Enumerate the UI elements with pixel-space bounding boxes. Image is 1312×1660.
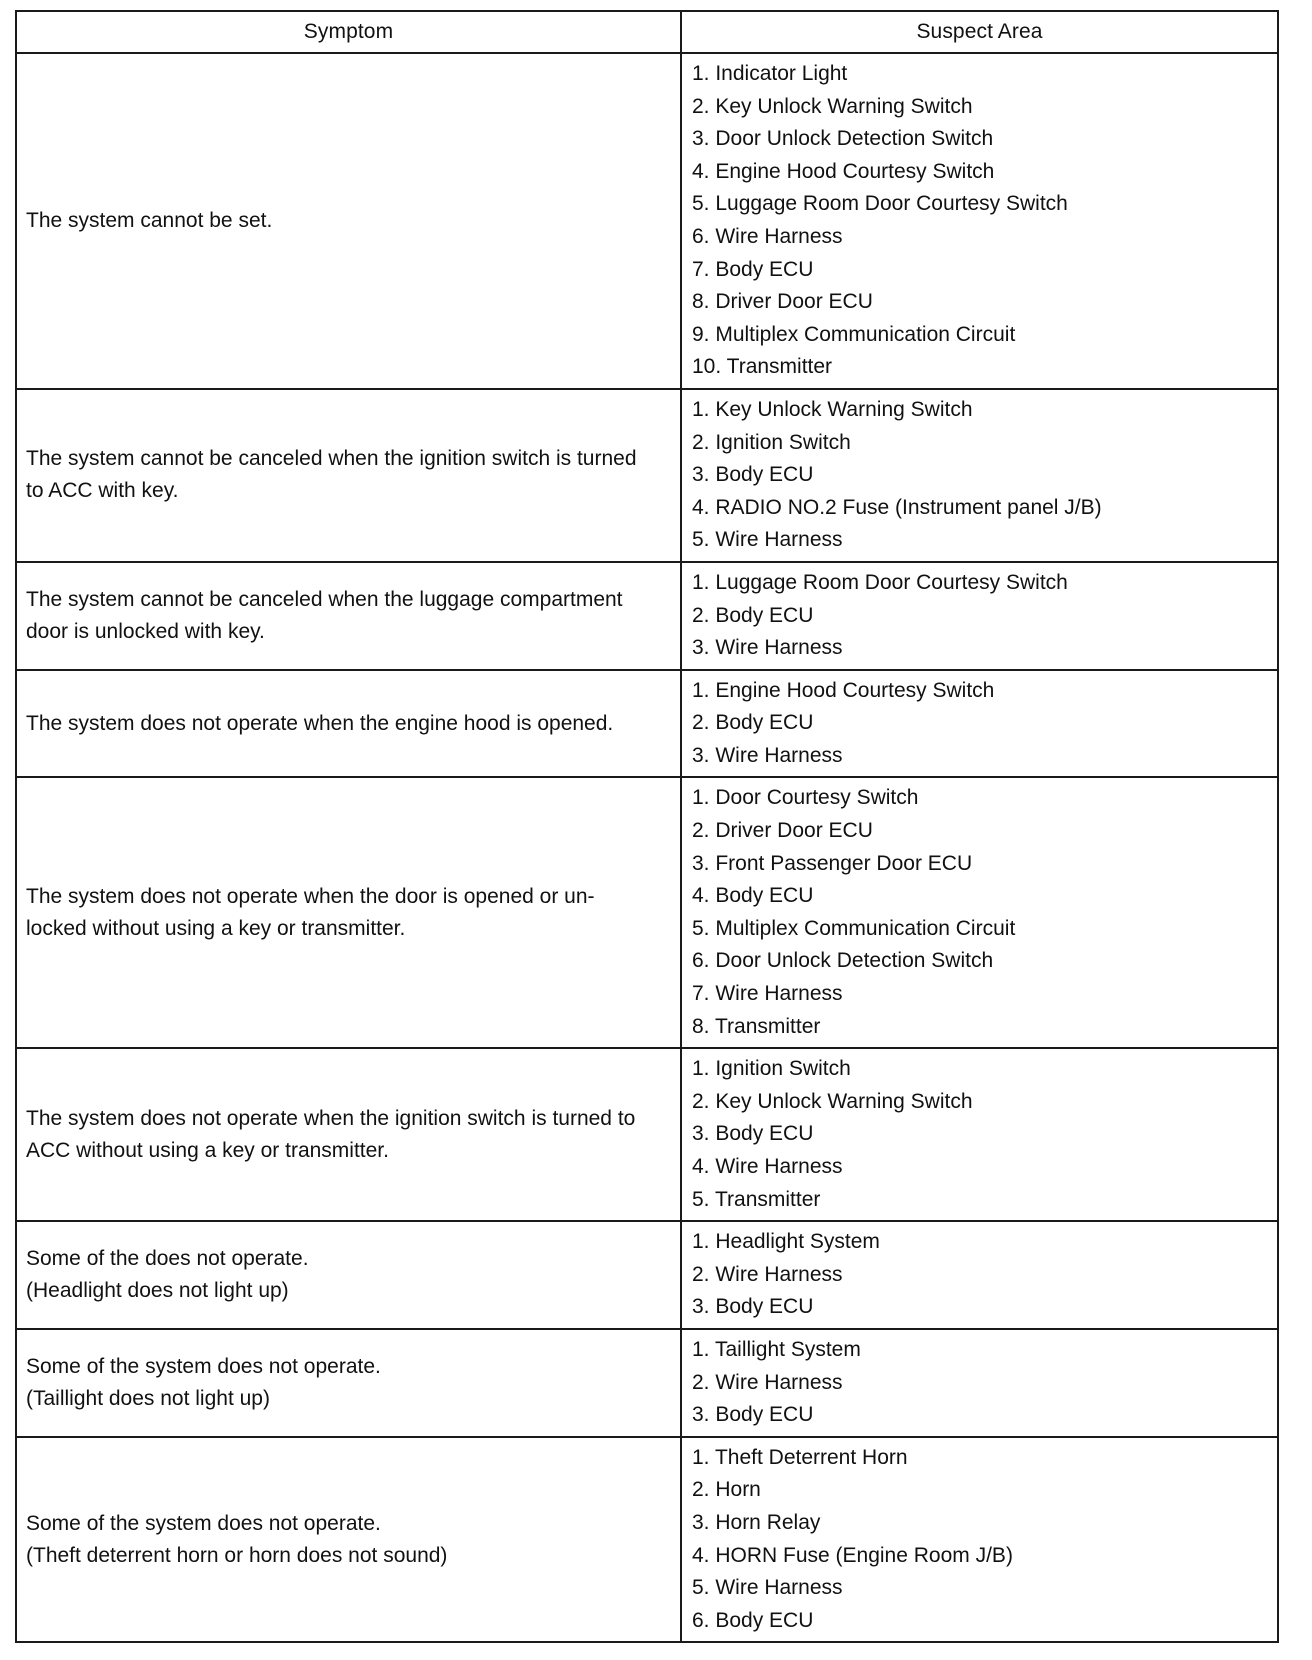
suspect-area-cell — [681, 670, 1278, 778]
suspect-item: 2. Body ECU — [692, 711, 814, 735]
table-body — [16, 53, 1278, 1642]
suspect-item: 8. Transmitter — [692, 1014, 821, 1038]
symptom-text: The system cannot be canceled when the ignition switch is turned to ACC with key. — [26, 447, 637, 503]
symptom-cell — [16, 1437, 681, 1643]
suspect-item: 3. Door Unlock Detection Switch — [692, 127, 994, 151]
header-row — [16, 11, 1278, 53]
table-row — [16, 777, 1278, 1048]
suspect-item: 2. Key Unlock Warning Switch — [692, 1089, 973, 1113]
suspect-area-cell — [681, 1048, 1278, 1221]
table-row — [16, 1048, 1278, 1221]
suspect-item: 4. HORN Fuse (Engine Room J/B) — [692, 1543, 1013, 1567]
suspect-list — [692, 782, 1277, 1043]
suspect-item: 8. Driver Door ECU — [692, 290, 873, 314]
suspect-area-cell — [681, 1437, 1278, 1643]
symptom-cell — [16, 389, 681, 562]
suspect-item: 1. Theft Deterrent Horn — [692, 1445, 908, 1469]
header-suspect-area: Suspect Area — [681, 11, 1278, 53]
table-row — [16, 562, 1278, 670]
symptom-text: The system cannot be canceled when the luggage compartment door is unlocked with key. — [26, 587, 623, 643]
suspect-item: 6. Body ECU — [692, 1608, 814, 1632]
suspect-area-cell — [681, 53, 1278, 389]
suspect-item: 2. Driver Door ECU — [692, 819, 873, 843]
suspect-item: 1. Door Courtesy Switch — [692, 786, 919, 810]
symptom-text: The system does not operate when the door is opened or un- locked without using a key or transmitter. — [26, 884, 595, 940]
suspect-list — [692, 58, 1277, 384]
suspect-item: 2. Ignition Switch — [692, 430, 851, 454]
symptom-table — [15, 10, 1279, 1643]
suspect-item: 3. Body ECU — [692, 1295, 814, 1319]
suspect-item: 3. Body ECU — [692, 463, 814, 487]
suspect-item: 1. Key Unlock Warning Switch — [692, 397, 973, 421]
table-row — [16, 1329, 1278, 1437]
symptom-text: Some of the system does not operate. (Theft deterrent horn or horn does not sound) — [26, 1511, 448, 1567]
suspect-item: 2. Horn — [692, 1478, 761, 1502]
suspect-item: 5. Wire Harness — [692, 1576, 843, 1600]
suspect-list — [692, 567, 1277, 665]
suspect-item: 1. Taillight System — [692, 1337, 861, 1361]
suspect-item: 10. Transmitter — [692, 355, 833, 379]
suspect-area-cell — [681, 562, 1278, 670]
symptom-cell — [16, 562, 681, 670]
suspect-item: 1. Headlight System — [692, 1230, 880, 1254]
suspect-item: 2. Wire Harness — [692, 1262, 843, 1286]
symptom-text: The system does not operate when the ignition switch is turned to ACC without using a key or transmitter. — [26, 1106, 636, 1162]
suspect-area-cell — [681, 389, 1278, 562]
suspect-item: 4. RADIO NO.2 Fuse (Instrument panel J/B) — [692, 495, 1102, 519]
symptom-text: Some of the system does not operate. (Taillight does not light up) — [26, 1354, 381, 1410]
suspect-area-cell — [681, 1329, 1278, 1437]
suspect-list — [692, 1053, 1277, 1216]
table-row — [16, 1221, 1278, 1329]
suspect-item: 6. Door Unlock Detection Switch — [692, 949, 994, 973]
symptom-text: Some of the does not operate. (Headlight does not light up) — [26, 1247, 309, 1303]
suspect-item: 7. Body ECU — [692, 257, 814, 281]
suspect-item: 2. Wire Harness — [692, 1370, 843, 1394]
suspect-item: 5. Transmitter — [692, 1187, 821, 1211]
suspect-item: 3. Horn Relay — [692, 1510, 821, 1534]
suspect-item: 1. Luggage Room Door Courtesy Switch — [692, 570, 1068, 594]
suspect-list — [692, 394, 1277, 557]
suspect-list — [692, 675, 1277, 773]
suspect-item: 7. Wire Harness — [692, 982, 843, 1006]
suspect-item: 4. Body ECU — [692, 884, 814, 908]
symptom-cell — [16, 1048, 681, 1221]
symptom-text: The system does not operate when the engine hood is opened. — [26, 711, 614, 735]
suspect-item: 1. Engine Hood Courtesy Switch — [692, 678, 995, 702]
suspect-item: 5. Wire Harness — [692, 528, 843, 552]
table-header — [16, 11, 1278, 53]
symptom-cell — [16, 777, 681, 1048]
table-row — [16, 670, 1278, 778]
suspect-item: 4. Wire Harness — [692, 1155, 843, 1178]
suspect-item: 9. Multiplex Communication Circuit — [692, 322, 1016, 346]
suspect-list — [692, 1334, 1277, 1432]
table-row — [16, 1437, 1278, 1643]
suspect-item: 1. Indicator Light — [692, 62, 848, 85]
table-row — [16, 53, 1278, 389]
table-row — [16, 389, 1278, 562]
suspect-item: 3. Front Passenger Door ECU — [692, 851, 973, 875]
symptom-cell — [16, 670, 681, 778]
suspect-list — [692, 1442, 1277, 1638]
suspect-item: 5. Multiplex Communication Circuit — [692, 916, 1016, 940]
suspect-item: 3. Wire Harness — [692, 743, 843, 767]
symptom-text: The system cannot be set. — [26, 208, 273, 232]
suspect-item: 2. Key Unlock Warning Switch — [692, 94, 973, 118]
symptom-cell — [16, 1329, 681, 1437]
suspect-item: 3. Body ECU — [692, 1403, 814, 1427]
symptom-cell — [16, 53, 681, 389]
suspect-item: 4. Engine Hood Courtesy Switch — [692, 159, 995, 183]
suspect-item: 6. Wire Harness — [692, 224, 843, 248]
suspect-item: 5. Luggage Room Door Courtesy Switch — [692, 192, 1068, 216]
suspect-item: 2. Body ECU — [692, 603, 814, 627]
symptom-cell — [16, 1221, 681, 1329]
suspect-item: 1. Ignition Switch — [692, 1057, 851, 1081]
suspect-area-cell — [681, 1221, 1278, 1329]
suspect-area-cell — [681, 777, 1278, 1048]
suspect-item: 3. Body ECU — [692, 1122, 814, 1146]
suspect-item: 3. Wire Harness — [692, 636, 843, 660]
suspect-list — [692, 1226, 1277, 1324]
header-symptom: Symptom — [16, 11, 681, 53]
